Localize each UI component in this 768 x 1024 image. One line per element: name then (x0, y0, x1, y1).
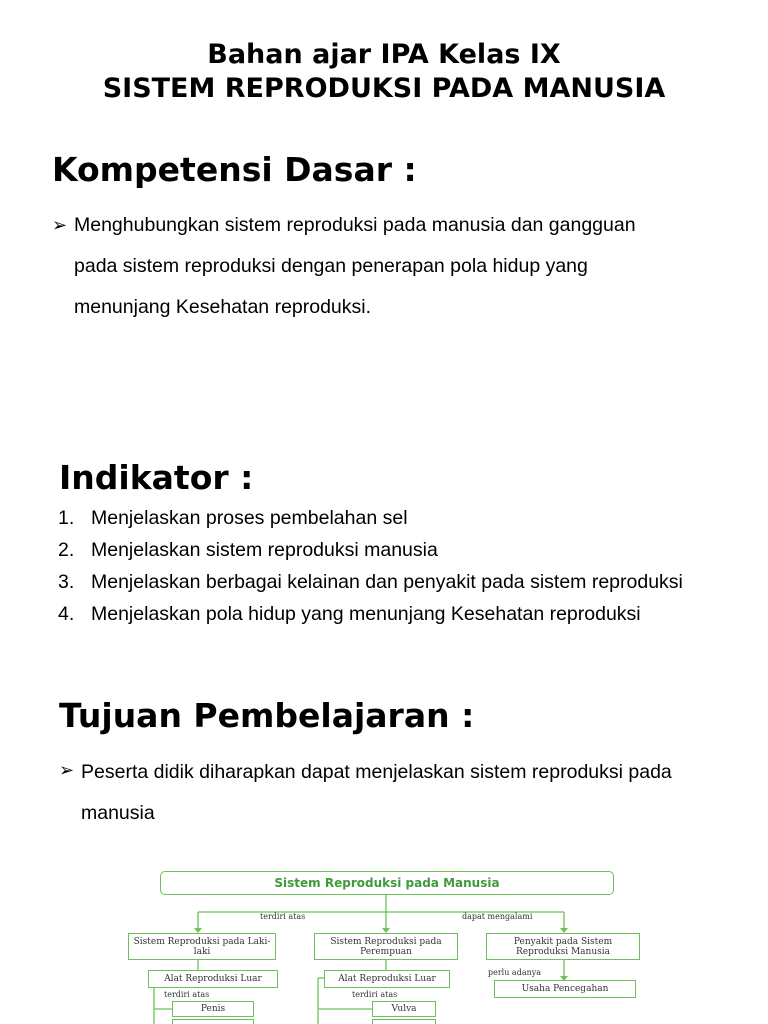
indikator-item: 2. Menjelaskan sistem reproduksi manusia (58, 539, 438, 561)
kompetensi-bullet (52, 205, 742, 335)
tujuan-line-1: Peserta didik diharapkan dapat menjelaskan sistem reproduksi pada (81, 761, 672, 783)
diagram-label-perlu: perlu adanya (488, 968, 542, 977)
indikator-list (58, 502, 683, 630)
indikator-heading: Indikator : (59, 458, 254, 497)
page-title (0, 38, 768, 106)
diagram-male-part-box-2 (172, 1019, 254, 1024)
kompetensi-line-1: Menghubungkan sistem reproduksi pada manusia dan gangguan (74, 214, 636, 236)
arrow-bullet-icon: ➢ (52, 215, 68, 236)
diagram-label-mengalami: dapat mengalami (462, 912, 533, 921)
diagram-male-external-box: Alat Reproduksi Luar (148, 970, 278, 988)
diagram-root-box: Sistem Reproduksi pada Manusia (160, 871, 614, 895)
diagram-prevention-box: Usaha Pencegahan (494, 980, 636, 998)
diagram-label-terdiri-female: terdiri atas (352, 990, 398, 999)
indikator-item: 1. Menjelaskan proses pembelahan sel (58, 507, 408, 529)
diagram-female-part-box-2 (372, 1019, 436, 1024)
concept-map-diagram (128, 866, 648, 1024)
diagram-male-part-box: Penis (172, 1001, 254, 1017)
diagram-disease-box: Penyakit pada Sistem Reproduksi Manusia (486, 933, 640, 960)
kompetensi-heading: Kompetensi Dasar : (52, 150, 417, 189)
tujuan-line-2: manusia (81, 802, 155, 824)
diagram-label-terdiri: terdiri atas (260, 912, 306, 921)
title-line-2: SISTEM REPRODUKSI PADA MANUSIA (102, 73, 666, 104)
indikator-item: 3. Menjelaskan berbagai kelainan dan penyakit pada sistem reproduksi (58, 571, 683, 593)
arrow-bullet-icon: ➢ (59, 760, 75, 781)
diagram-female-external-box: Alat Reproduksi Luar (324, 970, 450, 988)
tujuan-heading: Tujuan Pembelajaran : (59, 696, 475, 735)
diagram-female-box: Sistem Reproduksi pada Perempuan (314, 933, 458, 960)
kompetensi-line-2: pada sistem reproduksi dengan penerapan pola hidup yang (74, 255, 588, 277)
diagram-male-box: Sistem Reproduksi pada Laki-laki (128, 933, 276, 960)
diagram-label-terdiri-male: terdiri atas (164, 990, 210, 999)
title-line-1: Bahan ajar IPA Kelas IX (207, 39, 561, 70)
diagram-female-part-box: Vulva (372, 1001, 436, 1017)
tujuan-bullet (59, 752, 749, 836)
kompetensi-line-3: menunjang Kesehatan reproduksi. (74, 296, 372, 318)
indikator-item: 4. Menjelaskan pola hidup yang menunjang Kesehatan reproduksi (58, 603, 641, 625)
